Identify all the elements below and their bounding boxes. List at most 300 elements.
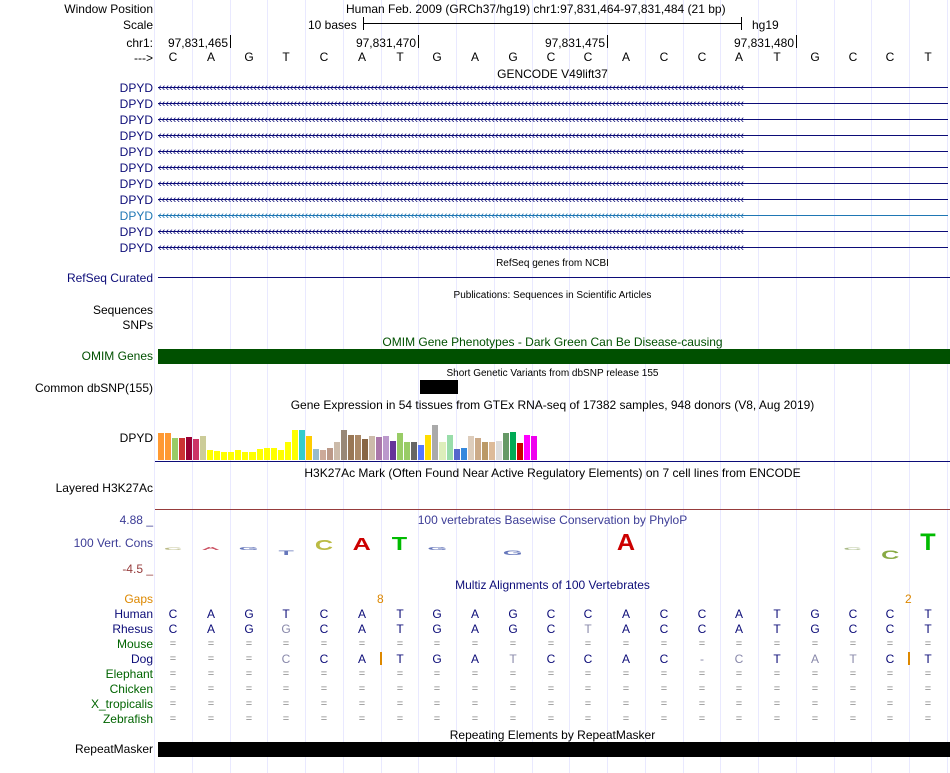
gtex-tissue-bar[interactable] [425, 435, 431, 461]
ruler-label: 97,831,475 [544, 36, 605, 50]
gencode-transcript-label[interactable]: DPYD [119, 113, 153, 127]
species-label[interactable]: Human [114, 607, 153, 621]
omim-gene-bar[interactable] [158, 349, 950, 364]
gencode-transcript[interactable] [158, 225, 948, 239]
gtex-tissue-bar[interactable] [235, 450, 241, 460]
alignment-base: G [244, 622, 254, 636]
alignment-unaligned: = [698, 683, 706, 695]
alignment-unaligned: = [245, 668, 253, 680]
alignment-unaligned: = [358, 698, 366, 710]
sequence-base: C [885, 50, 895, 64]
alignment-unaligned: = [698, 698, 706, 710]
species-label[interactable]: Elephant [105, 667, 153, 681]
omim-title[interactable]: OMIM Gene Phenotypes - Dark Green Can Be Disease-causing [382, 335, 723, 349]
alignment-base: T [924, 607, 932, 621]
alignment-unaligned: = [245, 698, 253, 710]
gencode-transcript-label[interactable]: DPYD [119, 177, 153, 191]
alignment-unaligned: = [698, 638, 706, 650]
insertion-marker [908, 652, 910, 665]
sequence-base: C [659, 50, 669, 64]
gtex-tissue-bar[interactable] [179, 438, 185, 460]
gencode-transcript-label[interactable]: DPYD [119, 145, 153, 159]
alignment-base: C [319, 607, 329, 621]
phylop-min-label: -4.5 _ [122, 562, 153, 576]
alignment-unaligned: = [886, 683, 894, 695]
assembly-position-text: Human Feb. 2009 (GRCh37/hg19) chr1:97,831,464-97,831,484 (21 bp) [346, 2, 726, 16]
gtex-tissue-bar[interactable] [165, 433, 171, 460]
gtex-tissue-bar[interactable] [186, 437, 192, 461]
scale-bar-right-tick [741, 17, 742, 30]
alignment-unaligned: = [886, 698, 894, 710]
alignment-unaligned: = [735, 668, 743, 680]
alignment-base: G [244, 607, 254, 621]
alignment-unaligned: = [320, 668, 328, 680]
alignment-base: C [168, 607, 178, 621]
alignment-unaligned: = [811, 638, 819, 650]
gencode-transcript-label[interactable]: DPYD [119, 209, 153, 223]
alignment-unaligned: = [282, 713, 290, 725]
window-position-label: Window Position [64, 2, 153, 16]
alignment-unaligned: = [433, 698, 441, 710]
gencode-transcript-label[interactable]: DPYD [119, 241, 153, 255]
alignment-unaligned: = [886, 668, 894, 680]
gtex-tissue-bar[interactable] [200, 436, 206, 461]
alignment-base: G [810, 607, 820, 621]
alignment-unaligned: = [396, 668, 404, 680]
phylop-base-logo: G [238, 545, 259, 552]
gtex-tissue-bar[interactable] [482, 442, 488, 460]
gencode-transcript[interactable] [158, 161, 948, 175]
repeatmasker-element[interactable] [158, 742, 950, 757]
gtex-tissue-bar[interactable] [510, 432, 516, 460]
chrom-label: chr1: [126, 36, 153, 50]
gtex-tissue-bar[interactable] [369, 436, 375, 461]
gtex-tissue-bar[interactable] [496, 441, 502, 460]
gencode-title[interactable]: GENCODE V49lift37 [497, 67, 608, 81]
alignment-unaligned: = [358, 638, 366, 650]
alignment-unaligned: = [282, 638, 290, 650]
gtex-tissue-bar[interactable] [411, 442, 417, 460]
gtex-tissue-bar[interactable] [172, 438, 178, 460]
gtex-tissue-bar[interactable] [439, 442, 445, 460]
alignment-unaligned: = [735, 713, 743, 725]
gtex-tissue-bar[interactable] [264, 448, 270, 460]
gtex-tissue-bar[interactable] [334, 442, 340, 460]
gtex-tissue-bar[interactable] [383, 436, 389, 461]
alignment-unaligned: = [924, 713, 932, 725]
gtex-tissue-bar[interactable] [418, 445, 424, 460]
alignment-unaligned: = [358, 683, 366, 695]
alignment-base: C [546, 607, 556, 621]
gtex-tissue-bar[interactable] [503, 433, 509, 460]
alignment-unaligned: = [169, 713, 177, 725]
gencode-transcript[interactable] [158, 129, 948, 143]
alignment-base: A [621, 607, 630, 621]
transcript-strand-arrows: ‹‹‹‹‹‹‹‹‹‹‹‹‹‹‹‹‹‹‹‹‹‹‹‹‹‹‹‹‹‹‹‹‹‹‹‹‹‹‹‹‹‹‹‹‹‹‹‹‹‹‹‹‹‹‹‹‹‹‹‹‹‹‹‹‹‹‹‹‹‹‹‹‹‹‹‹‹‹‹‹‹‹‹‹‹‹‹‹‹‹‹‹‹‹‹‹‹‹‹‹‹‹‹‹‹‹‹‹‹‹‹‹‹‹‹‹‹‹‹‹‹‹‹‹‹‹‹‹‹‹‹‹‹‹‹‹‹‹‹‹‹‹‹‹‹‹‹‹‹‹‹‹‹‹‹‹‹‹‹‹ [158, 178, 745, 190]
alignment-unaligned: = [396, 698, 404, 710]
gtex-tissue-bar[interactable] [404, 442, 410, 460]
gtex-tissue-bar[interactable] [524, 435, 530, 461]
alignment-unaligned: = [207, 698, 215, 710]
alignment-unaligned: = [698, 668, 706, 680]
gencode-transcript-label[interactable]: DPYD [119, 161, 153, 175]
scale-label: Scale [122, 18, 153, 32]
phylop-base-logo: G [502, 548, 523, 557]
alignment-unaligned: = [547, 698, 555, 710]
alignment-unaligned: = [396, 683, 404, 695]
alignment-base: T [924, 652, 932, 666]
gencode-transcript[interactable] [158, 145, 948, 159]
alignment-base: C [659, 622, 669, 636]
alignment-unaligned: = [886, 713, 894, 725]
alignment-unaligned: = [622, 638, 630, 650]
gtex-tissue-bar[interactable] [214, 451, 220, 460]
alignment-base: C [848, 607, 858, 621]
phylop-base-logo: A [616, 530, 636, 556]
gtex-expression-chart[interactable] [158, 411, 538, 460]
repeatmasker-label[interactable]: RepeatMasker [74, 742, 153, 756]
gtex-tissue-bar[interactable] [278, 450, 284, 460]
gtex-tissue-bar[interactable] [461, 448, 467, 460]
gtex-tissue-bar[interactable] [447, 435, 453, 461]
transcript-strand-arrows: ‹‹‹‹‹‹‹‹‹‹‹‹‹‹‹‹‹‹‹‹‹‹‹‹‹‹‹‹‹‹‹‹‹‹‹‹‹‹‹‹‹‹‹‹‹‹‹‹‹‹‹‹‹‹‹‹‹‹‹‹‹‹‹‹‹‹‹‹‹‹‹‹‹‹‹‹‹‹‹‹‹‹‹‹‹‹‹‹‹‹‹‹‹‹‹‹‹‹‹‹‹‹‹‹‹‹‹‹‹‹‹‹‹‹‹‹‹‹‹‹‹‹‹‹‹‹‹‹‹‹‹‹‹‹‹‹‹‹‹‹‹‹‹‹‹‹‹‹‹‹‹‹‹‹‹‹‹‹‹‹ [158, 226, 745, 238]
alignment-base: T [924, 622, 932, 636]
alignment-base: C [885, 652, 895, 666]
gencode-transcript-label[interactable]: DPYD [119, 225, 153, 239]
phylop-base-logo: C [163, 546, 183, 551]
alignment-base: G [810, 622, 820, 636]
gtex-tissue-bar[interactable] [348, 435, 354, 461]
alignment-base: G [432, 607, 442, 621]
ruler-tick [796, 35, 797, 48]
gtex-tissue-bar[interactable] [489, 442, 495, 460]
alignment-unaligned: = [886, 638, 894, 650]
alignment-unaligned: = [282, 683, 290, 695]
gtex-tissue-bar[interactable] [390, 441, 396, 460]
publications-label[interactable]: Sequences [92, 303, 153, 317]
alignment-unaligned: = [547, 713, 555, 725]
alignment-unaligned: = [660, 668, 668, 680]
alignment-unaligned: = [245, 683, 253, 695]
transcript-strand-arrows: ‹‹‹‹‹‹‹‹‹‹‹‹‹‹‹‹‹‹‹‹‹‹‹‹‹‹‹‹‹‹‹‹‹‹‹‹‹‹‹‹‹‹‹‹‹‹‹‹‹‹‹‹‹‹‹‹‹‹‹‹‹‹‹‹‹‹‹‹‹‹‹‹‹‹‹‹‹‹‹‹‹‹‹‹‹‹‹‹‹‹‹‹‹‹‹‹‹‹‹‹‹‹‹‹‹‹‹‹‹‹‹‹‹‹‹‹‹‹‹‹‹‹‹‹‹‹‹‹‹‹‹‹‹‹‹‹‹‹‹‹‹‹‹‹‹‹‹‹‹‹‹‹‹‹‹‹‹‹‹‹ [158, 130, 745, 142]
alignment-unaligned: = [924, 698, 932, 710]
phylop-base-logo: T [278, 548, 294, 557]
gtex-tissue-bar[interactable] [228, 452, 234, 460]
gencode-transcript[interactable] [158, 209, 948, 223]
sequence-base: A [206, 50, 215, 64]
multiz-title[interactable]: Multiz Alignments of 100 Vertebrates [455, 578, 650, 592]
alignment-base: C [546, 622, 556, 636]
alignment-unaligned: = [811, 668, 819, 680]
alignment-unaligned: = [358, 713, 366, 725]
sequence-base: G [508, 50, 518, 64]
track-area[interactable] [155, 0, 950, 773]
alignment-base: A [357, 622, 366, 636]
gtex-tissue-bar[interactable] [454, 449, 460, 460]
alignment-base: A [470, 652, 479, 666]
alignment-unaligned: = [584, 698, 592, 710]
alignment-unaligned: = [358, 668, 366, 680]
gtex-tissue-bar[interactable] [271, 448, 277, 460]
alignment-unaligned: = [433, 713, 441, 725]
h3k27ac-title[interactable]: H3K27Ac Mark (Often Found Near Active Regulatory Elements) on 7 cell lines from ENCODE [304, 466, 801, 480]
alignment-unaligned: = [735, 638, 743, 650]
gtex-tissue-bar[interactable] [327, 448, 333, 460]
gtex-tissue-bar[interactable] [306, 436, 312, 461]
alignment-base: C [848, 622, 858, 636]
sequence-base: G [244, 50, 254, 64]
ruler-tick [418, 35, 419, 48]
alignment-base: C [168, 622, 178, 636]
sequence-base: G [810, 50, 820, 64]
alignment-unaligned: = [547, 668, 555, 680]
alignment-unaligned: = [773, 668, 781, 680]
sequence-base: T [924, 50, 932, 64]
alignment-base: A [734, 607, 743, 621]
alignment-unaligned: = [207, 668, 215, 680]
alignment-unaligned: = [735, 683, 743, 695]
gtex-tissue-bar[interactable] [292, 430, 298, 460]
alignment-unaligned: = [245, 653, 253, 665]
gencode-transcript[interactable] [158, 81, 948, 95]
sequence-base: T [396, 50, 404, 64]
transcript-strand-arrows: ‹‹‹‹‹‹‹‹‹‹‹‹‹‹‹‹‹‹‹‹‹‹‹‹‹‹‹‹‹‹‹‹‹‹‹‹‹‹‹‹‹‹‹‹‹‹‹‹‹‹‹‹‹‹‹‹‹‹‹‹‹‹‹‹‹‹‹‹‹‹‹‹‹‹‹‹‹‹‹‹‹‹‹‹‹‹‹‹‹‹‹‹‹‹‹‹‹‹‹‹‹‹‹‹‹‹‹‹‹‹‹‹‹‹‹‹‹‹‹‹‹‹‹‹‹‹‹‹‹‹‹‹‹‹‹‹‹‹‹‹‹‹‹‹‹‹‹‹‹‹‹‹‹‹‹‹‹‹‹‹ [158, 82, 745, 94]
gtex-tissue-bar[interactable] [362, 439, 368, 460]
alignment-base: G [508, 622, 518, 636]
alignment-unaligned: = [320, 683, 328, 695]
alignment-unaligned: = [622, 668, 630, 680]
alignment-unaligned: = [471, 683, 479, 695]
ruler-label: 97,831,465 [167, 36, 228, 50]
dbsnp-variant[interactable] [420, 380, 458, 394]
phylop-base-logo: A [352, 534, 371, 554]
sequence-base: A [621, 50, 630, 64]
gencode-transcript[interactable] [158, 193, 948, 207]
gtex-tissue-bar[interactable] [355, 435, 361, 461]
phylop-base-logo: G [427, 545, 448, 552]
alignment-base: T [773, 622, 781, 636]
alignment-unaligned: = [924, 683, 932, 695]
gtex-tissue-bar[interactable] [257, 449, 263, 460]
sequence-base: C [168, 50, 178, 64]
phylop-conservation-logo[interactable] [155, 530, 950, 570]
transcript-strand-arrows: ‹‹‹‹‹‹‹‹‹‹‹‹‹‹‹‹‹‹‹‹‹‹‹‹‹‹‹‹‹‹‹‹‹‹‹‹‹‹‹‹‹‹‹‹‹‹‹‹‹‹‹‹‹‹‹‹‹‹‹‹‹‹‹‹‹‹‹‹‹‹‹‹‹‹‹‹‹‹‹‹‹‹‹‹‹‹‹‹‹‹‹‹‹‹‹‹‹‹‹‹‹‹‹‹‹‹‹‹‹‹‹‹‹‹‹‹‹‹‹‹‹‹‹‹‹‹‹‹‹‹‹‹‹‹‹‹‹‹‹‹‹‹‹‹‹‹‹‹‹‹‹‹‹‹‹‹‹‹‹‹ [158, 114, 745, 126]
species-label[interactable]: X_tropicalis [90, 697, 153, 711]
alignment-unaligned: = [660, 638, 668, 650]
alignment-unaligned: = [584, 713, 592, 725]
alignment-base: C [319, 652, 329, 666]
phylop-title[interactable]: 100 vertebrates Basewise Conservation by PhyloP [417, 513, 688, 527]
gtex-tissue-bar[interactable] [531, 436, 537, 461]
gtex-tissue-bar[interactable] [320, 450, 326, 460]
gtex-tissue-bar[interactable] [341, 430, 347, 460]
gtex-tissue-bar[interactable] [207, 450, 213, 460]
alignment-unaligned: = [169, 653, 177, 665]
gtex-tissue-bar[interactable] [249, 452, 255, 460]
sequence-base: A [357, 50, 366, 64]
alignment-base: T [396, 652, 404, 666]
sequence-base: G [432, 50, 442, 64]
alignment-base: A [621, 622, 630, 636]
alignment-base: C [734, 652, 744, 666]
phylop-base-logo: C [843, 546, 862, 551]
alignment-base: A [357, 607, 366, 621]
gtex-tissue-bar[interactable] [397, 433, 403, 460]
gtex-tissue-bar[interactable] [376, 437, 382, 461]
ruler-label: 97,831,470 [355, 36, 416, 50]
gencode-transcript-label[interactable]: DPYD [119, 193, 153, 207]
scale-bar-line [363, 23, 741, 24]
alignment-unaligned: = [698, 713, 706, 725]
insertion-marker [380, 652, 382, 665]
alignment-base: G [432, 622, 442, 636]
gtex-tissue-bar[interactable] [313, 449, 319, 460]
transcript-strand-arrows: ‹‹‹‹‹‹‹‹‹‹‹‹‹‹‹‹‹‹‹‹‹‹‹‹‹‹‹‹‹‹‹‹‹‹‹‹‹‹‹‹‹‹‹‹‹‹‹‹‹‹‹‹‹‹‹‹‹‹‹‹‹‹‹‹‹‹‹‹‹‹‹‹‹‹‹‹‹‹‹‹‹‹‹‹‹‹‹‹‹‹‹‹‹‹‹‹‹‹‹‹‹‹‹‹‹‹‹‹‹‹‹‹‹‹‹‹‹‹‹‹‹‹‹‹‹‹‹‹‹‹‹‹‹‹‹‹‹‹‹‹‹‹‹‹‹‹‹‹‹‹‹‹‹‹‹‹‹‹‹‹ [158, 146, 745, 158]
sequence-base: C [848, 50, 858, 64]
alignment-base: G [508, 607, 518, 621]
gtex-title[interactable]: Gene Expression in 54 tissues from GTEx RNA-seq of 17382 samples, 948 donors (V8, Aug 2019) [290, 398, 815, 412]
alignment-unaligned: = [584, 668, 592, 680]
transcript-strand-arrows: ‹‹‹‹‹‹‹‹‹‹‹‹‹‹‹‹‹‹‹‹‹‹‹‹‹‹‹‹‹‹‹‹‹‹‹‹‹‹‹‹‹‹‹‹‹‹‹‹‹‹‹‹‹‹‹‹‹‹‹‹‹‹‹‹‹‹‹‹‹‹‹‹‹‹‹‹‹‹‹‹‹‹‹‹‹‹‹‹‹‹‹‹‹‹‹‹‹‹‹‹‹‹‹‹‹‹‹‹‹‹‹‹‹‹‹‹‹‹‹‹‹‹‹‹‹‹‹‹‹‹‹‹‹‹‹‹‹‹‹‹‹‹‹‹‹‹‹‹‹‹‹‹‹‹‹‹‹‹‹‹ [158, 98, 745, 110]
alignment-unaligned: = [169, 638, 177, 650]
gtex-tissue-bar[interactable] [517, 443, 523, 460]
alignment-unaligned: = [320, 713, 328, 725]
repeatmasker-title[interactable]: Repeating Elements by RepeatMasker [449, 728, 656, 742]
gtex-tissue-bar[interactable] [221, 452, 227, 460]
species-label[interactable]: Rhesus [112, 622, 153, 636]
alignment-base: T [509, 652, 517, 666]
alignment-unaligned: = [471, 698, 479, 710]
publications-title[interactable]: Publications: Sequences in Scientific Articles [453, 290, 652, 301]
alignment-base: C [885, 622, 895, 636]
transcript-strand-arrows: ‹‹‹‹‹‹‹‹‹‹‹‹‹‹‹‹‹‹‹‹‹‹‹‹‹‹‹‹‹‹‹‹‹‹‹‹‹‹‹‹‹‹‹‹‹‹‹‹‹‹‹‹‹‹‹‹‹‹‹‹‹‹‹‹‹‹‹‹‹‹‹‹‹‹‹‹‹‹‹‹‹‹‹‹‹‹‹‹‹‹‹‹‹‹‹‹‹‹‹‹‹‹‹‹‹‹‹‹‹‹‹‹‹‹‹‹‹‹‹‹‹‹‹‹‹‹‹‹‹‹‹‹‹‹‹‹‹‹‹‹‹‹‹‹‹‹‹‹‹‹‹‹‹‹‹‹‹‹‹‹ [158, 194, 745, 206]
alignment-unaligned: = [547, 638, 555, 650]
alignment-base: A [470, 607, 479, 621]
alignment-base: C [583, 607, 593, 621]
gap-count: 2 [905, 592, 912, 606]
alignment-unaligned: = [773, 638, 781, 650]
gencode-transcript-label[interactable]: DPYD [119, 81, 153, 95]
alignment-base: T [396, 622, 404, 636]
omim-label[interactable]: OMIM Genes [81, 349, 153, 363]
alignment-unaligned: = [773, 698, 781, 710]
alignment-base: C [281, 652, 291, 666]
alignment-base: T [849, 652, 857, 666]
sequence-base: A [734, 50, 743, 64]
alignment-base: A [621, 652, 630, 666]
sequence-base: C [583, 50, 593, 64]
sequence-base: T [282, 50, 290, 64]
gencode-transcript[interactable] [158, 113, 948, 127]
scale-text: 10 bases [308, 18, 357, 32]
gtex-tissue-bar[interactable] [242, 452, 248, 460]
gtex-label[interactable]: DPYD [119, 431, 153, 445]
alignment-base: C [659, 607, 669, 621]
gencode-transcript[interactable] [158, 177, 948, 191]
refseq-label[interactable]: RefSeq Curated [66, 271, 153, 285]
gtex-tissue-bar[interactable] [432, 425, 438, 460]
ruler-tick [607, 35, 608, 48]
alignment-unaligned: = [509, 638, 517, 650]
phylop-max-label: 4.88 _ [119, 513, 153, 527]
refseq-title[interactable]: RefSeq genes from NCBI [496, 258, 609, 269]
alignment-base: T [396, 607, 404, 621]
sequence-base: C [546, 50, 556, 64]
species-label[interactable]: Zebrafish [102, 712, 153, 726]
gap-count: 8 [377, 592, 384, 606]
transcript-strand-arrows: ‹‹‹‹‹‹‹‹‹‹‹‹‹‹‹‹‹‹‹‹‹‹‹‹‹‹‹‹‹‹‹‹‹‹‹‹‹‹‹‹‹‹‹‹‹‹‹‹‹‹‹‹‹‹‹‹‹‹‹‹‹‹‹‹‹‹‹‹‹‹‹‹‹‹‹‹‹‹‹‹‹‹‹‹‹‹‹‹‹‹‹‹‹‹‹‹‹‹‹‹‹‹‹‹‹‹‹‹‹‹‹‹‹‹‹‹‹‹‹‹‹‹‹‹‹‹‹‹‹‹‹‹‹‹‹‹‹‹‹‹‹‹‹‹‹‹‹‹‹‹‹‹‹‹‹‹‹‹‹‹ [158, 242, 745, 254]
alignment-unaligned: = [471, 638, 479, 650]
alignment-unaligned: = [509, 698, 517, 710]
scale-db: hg19 [752, 18, 779, 32]
species-label[interactable]: Mouse [116, 637, 153, 651]
species-label[interactable]: Dog [130, 652, 153, 666]
snps-label[interactable]: SNPs [122, 318, 153, 332]
alignment-unaligned: = [433, 668, 441, 680]
gencode-transcript-label[interactable]: DPYD [119, 97, 153, 111]
gtex-tissue-bar[interactable] [299, 430, 305, 460]
alignment-unaligned: = [811, 698, 819, 710]
alignment-unaligned: = [207, 713, 215, 725]
phylop-base-logo: T [920, 530, 936, 556]
alignment-unaligned: = [282, 668, 290, 680]
alignment-unaligned: = [471, 713, 479, 725]
alignment-unaligned: = [849, 668, 857, 680]
gtex-tissue-bar[interactable] [475, 438, 481, 461]
alignment-unaligned: = [584, 683, 592, 695]
alignment-base: C [697, 622, 707, 636]
sequence-base: C [319, 50, 329, 64]
alignment-base: C [583, 652, 593, 666]
alignment-unaligned: = [773, 713, 781, 725]
alignment-unaligned: = [811, 713, 819, 725]
alignment-unaligned: = [773, 683, 781, 695]
gtex-baseline [155, 461, 950, 462]
alignment-unaligned: = [245, 638, 253, 650]
alignment-unaligned: = [433, 683, 441, 695]
ruler-label: 97,831,480 [733, 36, 794, 50]
gtex-tissue-bar[interactable] [193, 439, 199, 460]
gtex-tissue-bar[interactable] [158, 433, 164, 460]
alignment-unaligned: = [245, 713, 253, 725]
alignment-unaligned: = [849, 638, 857, 650]
alignment-base: G [432, 652, 442, 666]
alignment-base: C [546, 652, 556, 666]
alignment-base: T [773, 652, 781, 666]
gencode-transcript-label[interactable]: DPYD [119, 129, 153, 143]
alignment-base: A [206, 622, 215, 636]
alignment-base: C [697, 607, 707, 621]
gencode-transcript[interactable] [158, 241, 948, 255]
refseq-gene-line[interactable] [158, 277, 950, 278]
gtex-tissue-bar[interactable] [468, 436, 474, 461]
gtex-tissue-bar[interactable] [285, 442, 291, 460]
alignment-unaligned: = [811, 683, 819, 695]
gencode-transcript[interactable] [158, 97, 948, 111]
sequence-base: T [773, 50, 781, 64]
dbsnp-title[interactable]: Short Genetic Variants from dbSNP release 155 [446, 368, 659, 379]
phylop-label[interactable]: 100 Vert. Cons [73, 536, 153, 550]
alignment-unaligned: = [320, 698, 328, 710]
h3k27ac-label[interactable]: Layered H3K27Ac [55, 481, 153, 495]
ruler-tick [230, 35, 231, 48]
alignment-unaligned: = [584, 638, 592, 650]
alignment-unaligned: = [660, 698, 668, 710]
species-label[interactable]: Chicken [109, 682, 153, 696]
dbsnp-label[interactable]: Common dbSNP(155) [34, 381, 153, 395]
alignment-base: A [810, 652, 819, 666]
alignment-unaligned: = [207, 683, 215, 695]
